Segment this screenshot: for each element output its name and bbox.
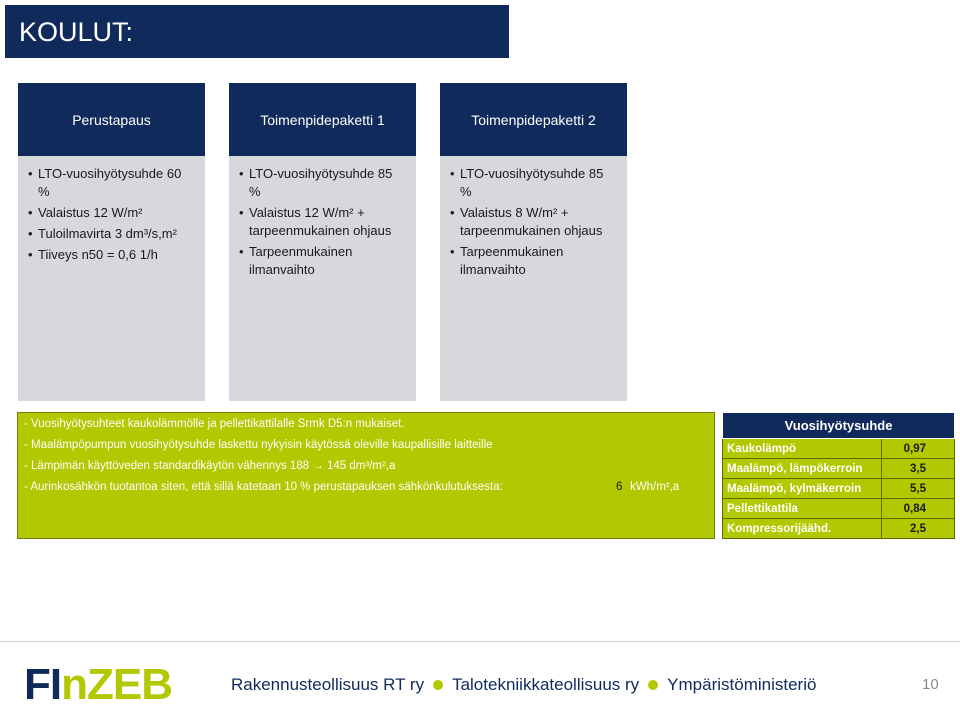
column-item: • LTO-vuosihyötysuhde 85 % (450, 165, 617, 201)
column-paketti-2 (440, 83, 627, 401)
title-bar (5, 5, 509, 58)
column-item: • Tarpeenmukainen ilmanvaihto (239, 243, 406, 279)
column-item: • LTO-vuosihyötysuhde 60 % (28, 165, 195, 201)
row-label: Pellettikattila (723, 499, 882, 519)
org-name: Talotekniikkateollisuus ry (452, 675, 640, 694)
note-line: - Maalämpöpumpun vuosihyötysuhde laskettu nykyisin käytössä oleville kaupallisille laitteille (24, 439, 493, 451)
notes-box (17, 412, 715, 539)
column-item: • Tuloilmavirta 3 dm³/s,m² (28, 225, 195, 243)
column-header: Toimenpidepaketti 1 (229, 83, 416, 156)
note-line: - Vuosihyötysuhteet kaukolämmölle ja pellettikattilalle Srmk D5:n mukaiset. (24, 418, 405, 430)
footer-divider (0, 641, 960, 642)
column-perustapaus (18, 83, 205, 401)
row-value: 0,97 (882, 439, 955, 459)
column-item: • Valaistus 12 W/m² (28, 204, 195, 222)
row-value: 0,84 (882, 499, 955, 519)
table-row (723, 519, 955, 539)
efficiency-table (722, 412, 955, 539)
page-number: 10 (922, 676, 939, 693)
column-item: • LTO-vuosihyötysuhde 85 % (239, 165, 406, 201)
column-header: Toimenpidepaketti 2 (440, 83, 627, 156)
logo-part: FI (24, 660, 62, 709)
column-item: • Valaistus 12 W/m² + tarpeenmukainen ohjaus (239, 204, 406, 240)
row-label: Maalämpö, kylmäkerroin (723, 479, 882, 499)
column-item: • Tiiveys n50 = 0,6 1/h (28, 246, 195, 264)
column-item: • Tarpeenmukainen ilmanvaihto (450, 243, 617, 279)
efficiency-header: Vuosihyötysuhde (723, 413, 955, 439)
bullet-dot-icon (648, 680, 658, 690)
footer-orgs (231, 675, 816, 695)
table-row (723, 479, 955, 499)
row-value: 5,5 (882, 479, 955, 499)
column-item: • Valaistus 8 W/m² + tarpeenmukainen ohjaus (450, 204, 617, 240)
bullet-dot-icon (433, 680, 443, 690)
table-row (723, 499, 955, 519)
finzeb-logo (24, 660, 172, 710)
row-label: Maalämpö, lämpökerroin (723, 459, 882, 479)
org-name: Ympäristöministeriö (667, 675, 817, 694)
column-paketti-1 (229, 83, 416, 401)
table-row (723, 439, 955, 459)
column-header: Perustapaus (18, 83, 205, 156)
logo-part: nZEB (61, 660, 172, 709)
solar-unit: kWh/m²,a (630, 481, 680, 493)
solar-value: 6 (616, 481, 623, 493)
org-name: Rakennusteollisuus RT ry (231, 675, 425, 694)
note-line: - Lämpimän käyttöveden standardikäytön vähennys 188 → 145 dm³/m²,a (24, 460, 396, 472)
table-row (723, 459, 955, 479)
row-value: 3,5 (882, 459, 955, 479)
row-label: Kompressorijäähd. (723, 519, 882, 539)
page-title: KOULUT: (19, 17, 134, 47)
row-value: 2,5 (882, 519, 955, 539)
row-label: Kaukolämpö (723, 439, 882, 459)
note-line: - Aurinkosähkön tuotantoa siten, että sillä katetaan 10 % perustapauksen sähkönkulutuksesta: (24, 481, 503, 493)
